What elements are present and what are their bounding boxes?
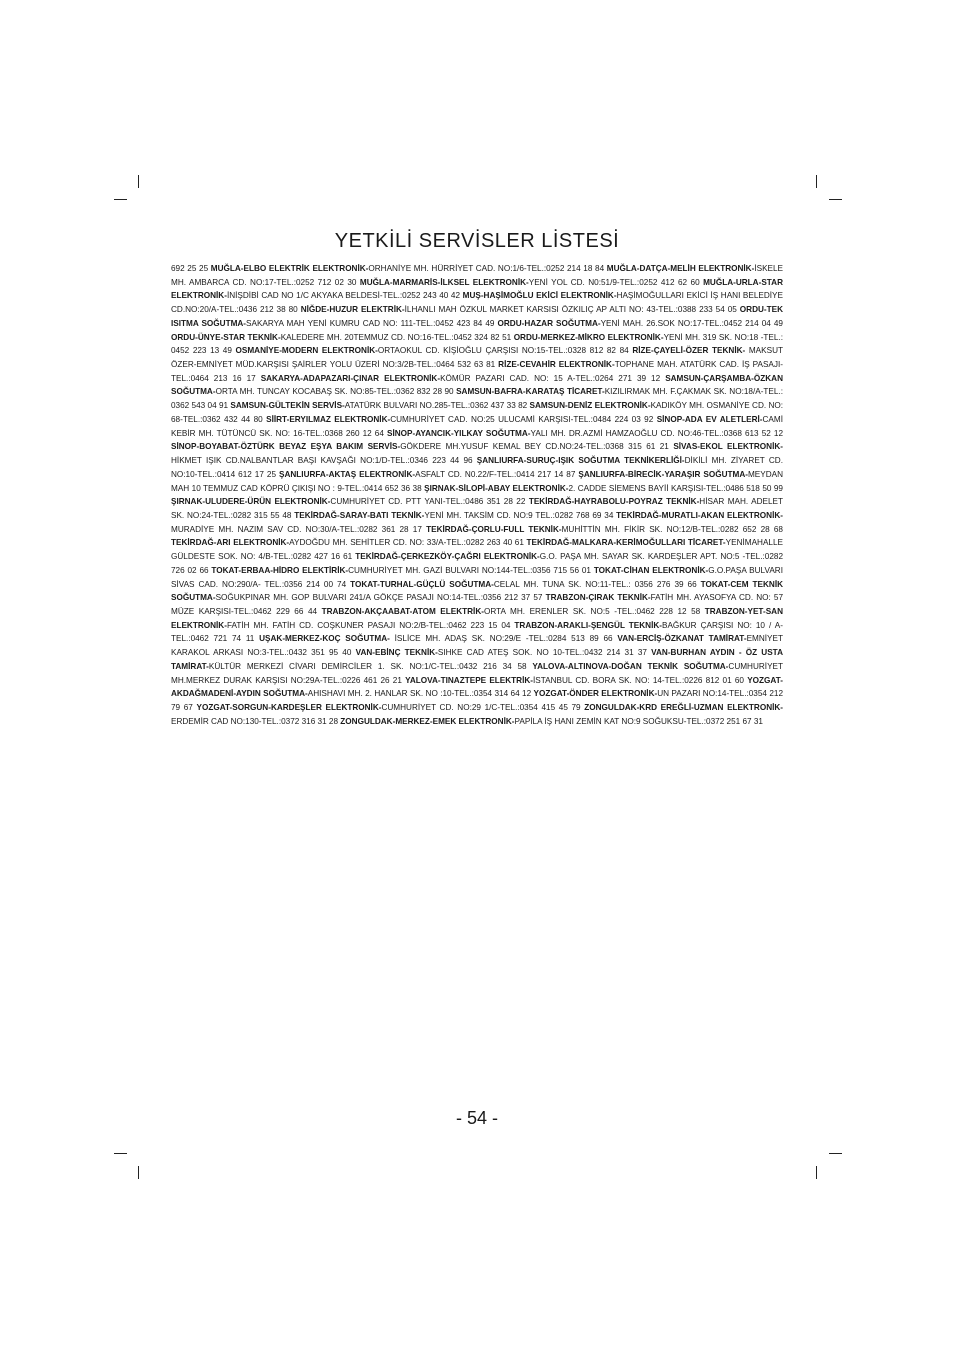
service-name: NİĞDE-HUZUR ELEKTRİK-	[300, 305, 405, 315]
service-address: CUMHURİYET CAD. NO:25 ULUCAMİ KARŞISI-TEL.:0484 224 03 92	[390, 414, 657, 424]
service-address: HİSAR MAH. ADELET SK. NO:24-TEL.:0282 315 55 48	[171, 497, 783, 520]
service-name: TEKİRDAĞ-SARAY-BATI TEKNİK-	[294, 510, 425, 520]
service-address: HAŞİMOĞULLARI EKİCİ İŞ HANI BELEDİYE CD.NO:20/A-TEL.:0436 212 38 80	[171, 291, 783, 315]
service-address: ORHANİYE MH. HÜRRİYET CAD. NO:1/6-TEL.:0252 214 18 84	[368, 264, 607, 273]
service-address: YALI MH. DR.AZMİ HAMZAOĞLU CD. NO:46-TEL.:0368 613 52 12	[530, 428, 783, 438]
service-name: VAN-EBİNÇ TEKNİK-	[355, 648, 438, 658]
service-name: TOKAT-CEM TEKNİK SOĞUTMA-	[171, 579, 784, 603]
service-address: YENİ MAH. 26.SOK NO:17-TEL.:0452 214 04 49	[600, 318, 783, 328]
service-name: SİNOP-AYANCIK-YILKAY SOĞUTMA-	[387, 428, 531, 438]
service-name: RİZE-CEVAHİR ELEKTRONİK-	[498, 360, 615, 370]
service-address: FATİH MH. FATİH CD. COŞKUNER PASAJI NO:2/B-TEL.:0462 223 15 04	[226, 620, 515, 630]
service-name: TEKİRDAĞ-MURATLI-AKAN ELEKTRONİK-	[616, 510, 784, 520]
service-address: ATATÜRK BULVARI NO.285-TEL.:0362 437 33 82	[344, 401, 530, 411]
service-name: OSMANİYE-MODERN ELEKTRONİK-	[235, 346, 378, 356]
service-name: ŞIRNAK-SİLOPİ-ABAY ELEKTRONİK-	[424, 483, 569, 493]
service-name: SAMSUN-BAFRA-KARATAŞ TİCARET-	[456, 387, 605, 397]
service-name: SİVAS-EKOL ELEKTRONİK-	[673, 442, 783, 452]
service-address: G.O. PAŞA MH. SAYAR SK. KARDEŞLER APT. NO:5 -TEL.:0282 726 02 66	[171, 552, 783, 575]
service-address: YENİ MH. 319 SK. NO:18 -TEL.: 0452 223 13 49	[171, 332, 784, 356]
service-name: TOKAT-TURHAL-GÜÇLÜ SOĞUTMA-	[350, 579, 494, 589]
service-address: YENİ MH. TAKSİM CD. NO:9 TEL.:0282 768 69 34	[424, 510, 617, 520]
service-address: İSKELE MH. AMBARCA CD. NO:17-TEL.:0252 712 02 30	[171, 264, 784, 287]
service-address: DİKİLİ MH. ZİYARET CD. NO:10-TEL.:0414 612 17 25	[171, 456, 783, 479]
service-name: TOKAT-CİHAN ELEKTRONİK-	[593, 565, 709, 575]
service-name: YOZGAT-SORGUN-KARDEŞLER ELEKTRONİK-	[196, 703, 382, 712]
service-address: CUMHURİYET MH. GAZİ BULVARI NO:144-TEL.:0356 715 56 01	[348, 565, 594, 575]
service-name: SAMSUN-GÜLTEKİN SERVİS-	[230, 401, 345, 411]
service-address: İLHANLI MAH ÖZKUL MARKET KARSISI ÖZKILIÇ AP ALTI NO: 43-TEL.:0388 233 54 05	[404, 305, 740, 315]
service-name: MUĞLA-MARMARİS-İLKSEL ELEKTRONİK-	[359, 277, 529, 287]
service-name: TRABZON-ÇIRAK TEKNİK-	[545, 593, 651, 603]
service-address: ORTAOKUL CD. KİŞİOĞLU ÇARŞISI NO:15-TEL.:0328 812 82 84	[377, 346, 633, 356]
service-name: TRABZON-ARAKLI-ŞENGÜL TEKNİK-	[514, 620, 662, 630]
service-name: YALOVA-TINAZTEPE ELEKTRİK-	[405, 675, 533, 685]
service-address: UN PAZARI NO:14-TEL.:0354 212 79 67	[171, 689, 784, 712]
service-name: TEKİRDAĞ-ÇORLU-FULL TEKNİK-	[426, 524, 562, 534]
service-name: ZONGULDAK-KRD EREĞLİ-UZMAN ELEKTRONİK-	[584, 703, 784, 712]
service-address: CUMHURİYET CD. NO:29 1/C-TEL.:0354 415 45 79	[381, 703, 585, 712]
service-name: SİİRT-ERYILMAZ ELEKTRONİK-	[266, 414, 391, 424]
service-name: ORDU-ÜNYE-STAR TEKNİK-	[171, 332, 281, 342]
service-name: ORDU-TEK ISITMA SOĞUTMA-	[171, 305, 784, 328]
service-address: KIZILIRMAK MH. F.ÇAKMAK SK. NO:18/A-TEL.: 0362 543 04 91	[171, 387, 783, 411]
service-address: BAĞKUR ÇARŞISI NO: 10 / A-TEL.:0462 721 74 11	[171, 620, 783, 644]
service-name: VAN-ERCİŞ-ÖZKANAT TAMİRAT-	[617, 634, 747, 644]
service-address: EMNİYET KARAKOL ARKASI NO:3-TEL.:0432 351 95 40	[171, 634, 783, 658]
service-address: ORTA MH. ERENLER SK. NO:5 -TEL.:0462 228 12 58	[483, 606, 705, 616]
service-name: TOKAT-ERBAA-HİDRO ELEKTİRİK-	[211, 565, 349, 575]
service-name: ŞANLIURFA-BİRECİK-YARAŞIR SOĞUTMA-	[578, 469, 748, 479]
service-address: KADIKÖY MH. OSMANİYE CD. NO: 68-TEL.:0362 432 44 80	[171, 401, 784, 424]
service-address: MEYDAN MAH 10 TEMMUZ CAD KÖPRÜ ÇIKIŞI NO : 9-TEL.:0414 652 36 38	[171, 469, 784, 493]
service-name: YOZGAT-AKDAĞMADENİ-AYDIN SOĞUTMA-	[171, 675, 783, 699]
service-address: MUHİTTİN MH. FİKİR SK. NO:12/B-TEL.:0282 652 28 68	[561, 524, 783, 534]
page-number: - 54 -	[455, 1108, 498, 1128]
service-address: MAKSUT ÖZER-EMNİYET MÜD.KARŞISI ŞAİRLER YOLU ÜZERİ NO:3/2B-TEL.:0464 532 63 81	[171, 346, 783, 370]
service-address: İSTANBUL CD. BORA SK. NO: 14-TEL.:0226 812 01 60	[533, 675, 748, 685]
service-address: SAKARYA MAH YENİ KUMRU CAD NO: 111-TEL.:0452 423 84 49	[246, 318, 498, 328]
entry-phone-prefix: 692 25 25	[171, 264, 211, 273]
service-name: YOZGAT-ÖNDER ELEKTRONİK-	[533, 689, 658, 699]
crop-mark-top-left-horizontal	[114, 199, 127, 200]
crop-mark-bottom-left-vertical	[138, 1166, 139, 1179]
crop-mark-top-right-horizontal	[829, 199, 842, 200]
service-name: RİZE-ÇAYELİ-ÖZER TEKNİK-	[632, 346, 746, 356]
service-address: CAMİ KEBİR MH. TÜTÜNCÜ SK. NO: 16-TEL.:0368 260 12 64	[171, 414, 783, 438]
service-address: KÖMÜR PAZARI CAD. NO: 15 A-TEL.:0264 271 39 12	[440, 373, 666, 383]
service-address: SIHKE CAD ATEŞ SOK. NO 10-TEL.:0432 214 31 37	[437, 648, 652, 658]
page-title: YETKİLİ SERVİSLER LİSTESİ	[334, 230, 620, 252]
service-address: 2. CADDE SİEMENS BAYİİ KARŞISI-TEL.:0486 518 50 99	[568, 483, 783, 493]
service-address: HİKMET IŞIK CD.NALBANTLAR BAŞI KAVŞAĞI NO:1/D-TEL.:0346 223 44 96	[171, 456, 477, 466]
service-name: SİNOP-ADA EV ALETLERİ-	[656, 414, 763, 424]
service-address: SOĞUKPINAR MH. GOP BULVARI 241/A GÖKÇE PASAJI NO:14-TEL.:0356 212 37 57	[215, 593, 546, 603]
service-address: GÖKDERE MH.YUSUF KEMAL BEY CD.NO:24-TEL.:0368 315 61 21	[400, 442, 674, 452]
service-list	[171, 262, 783, 728]
service-name: TEKİRDAĞ-MALKARA-KERİMOĞULLARI TİCARET-	[526, 538, 726, 548]
service-name: MUĞLA-URLA-STAR ELEKTRONİK-	[171, 277, 783, 301]
service-name: YALOVA-ALTINOVA-DOĞAN TEKNİK SOĞUTMA-	[532, 661, 729, 671]
service-name: ORDU-HAZAR SOĞUTMA-	[497, 318, 601, 328]
service-address: ERDEMİR CAD NO:130-TEL.:0372 316 31 28	[171, 716, 341, 726]
service-name: SAMSUN-DENİZ ELEKTRONİK-	[529, 401, 651, 411]
crop-mark-top-right-vertical	[816, 175, 817, 188]
service-name: ŞANLIURFA-SURUÇ-IŞIK SOĞUTMA TEKNİKERLİĞİ-	[476, 456, 685, 466]
service-name: ORDU-MERKEZ-MİKRO ELEKTRONİK-	[513, 332, 664, 342]
crop-mark-top-left-vertical	[138, 175, 139, 188]
service-name: TEKİRDAĞ-ARI ELEKTRONİK-	[171, 538, 290, 548]
service-name: MUŞ-HAŞİMOĞLU EKİCİ ELEKTRONİK-	[462, 291, 617, 301]
service-name: ZONGULDAK-MERKEZ-EMEK ELEKTRONİK-	[340, 716, 515, 726]
service-address: CUMHURİYET CD. PTT YANI-TEL.:0486 351 28 22	[330, 497, 529, 507]
service-name: ŞIRNAK-ULUDERE-ÜRÜN ELEKTRONİK-	[171, 497, 331, 507]
service-name: TRABZON-AKÇAABAT-ATOM ELEKTRİK-	[321, 606, 484, 616]
service-name: UŞAK-MERKEZ-KOÇ SOĞUTMA-	[259, 634, 395, 644]
service-name: TEKİRDAĞ-ÇERKEZKÖY-ÇAĞRI ELEKTRONİK-	[355, 552, 540, 562]
service-address: KÜLTÜR MERKEZİ CİVARI DEMİRCİLER 1. SK. NO:1/C-TEL.:0432 216 34 58	[208, 661, 533, 671]
service-address: AYDOĞDU MH. SEHİTLER CD. NO: 33/A-TEL.:0282 263 40 61	[289, 538, 527, 548]
service-address: CELAL MH. TUNA SK. NO:11-TEL.: 0356 276 39 66	[493, 579, 701, 589]
service-address: PAPİLA İŞ HANI ZEMİN KAT NO:9 SOĞUKSU-TEL.:0372 251 67 31	[514, 716, 763, 726]
service-address: MURADİYE MH. NAZIM SAV CD. NO:30/A-TEL.:0282 361 28 17	[171, 524, 427, 534]
crop-mark-bottom-right-vertical	[816, 1166, 817, 1179]
service-name: SİNOP-BOYABAT-ÖZTÜRK BEYAZ EŞYA BAKIM SERVİS-	[171, 442, 401, 452]
service-address: YENİ YOL CD. N0:51/9-TEL.:0252 412 62 60	[528, 277, 704, 287]
service-address: FATİH MH. AYASOFYA CD. NO: 57 MÜZE KARŞISI-TEL.:0462 229 66 44	[171, 593, 784, 616]
service-address: ORTA MH. TUNCAY KOCABAŞ SK. NO:85-TEL.:0362 832 28 90	[215, 387, 457, 397]
service-name: SAMSUN-ÇARŞAMBA-ÖZKAN SOĞUTMA-	[171, 373, 783, 397]
service-address: İNİŞDİBİ CAD NO 1/C AKYAKA BELDESİ-TEL.:0252 243 40 42	[226, 291, 463, 301]
service-name: TEKİRDAĞ-HAYRABOLU-POYRAZ TEKNİK-	[528, 497, 700, 507]
service-address: CUMHURİYET MH.MERKEZ DURAK KARŞISI NO:29A-TEL.:0226 461 26 21	[171, 661, 783, 685]
service-name: VAN-BURHAN AYDIN - ÖZ USTA TAMİRAT-	[171, 648, 783, 671]
service-address: G.O.PAŞA BULVARI SİVAS CAD. NO:290/A- TEL.:0356 214 00 74	[171, 565, 783, 589]
service-address: AHISHAVI MH. 2. HANLAR SK. NO :10-TEL.:0354 314 64 12	[307, 689, 534, 699]
crop-mark-bottom-right-horizontal	[829, 1153, 842, 1154]
service-address: TOPHANE MAH. ATATÜRK CAD. İŞ PASAJI-TEL.:0464 213 16 17	[171, 360, 783, 383]
service-name: TRABZON-YET-SAN ELEKTRONİK-	[171, 606, 783, 630]
service-address: ASFALT CD. N0.22/F-TEL.:0414 217 14 87	[415, 469, 579, 479]
service-name: ŞANLIURFA-AKTAŞ ELEKTRONİK-	[279, 469, 416, 479]
service-name: MUĞLA-DATÇA-MELİH ELEKTRONİK-	[606, 264, 755, 273]
service-address: KALEDERE MH. 20TEMMUZ CD. NO:16-TEL.:0452 324 82 51	[280, 332, 514, 342]
crop-mark-bottom-left-horizontal	[114, 1153, 127, 1154]
service-name: SAKARYA-ADAPAZARI-ÇINAR ELEKTRONİK-	[260, 373, 441, 383]
service-name: MUĞLA-ELBO ELEKTRİK ELEKTRONİK-	[210, 264, 369, 273]
service-address: İSLİCE MH. ADAŞ SK. NO:29/E -TEL.:0284 513 89 66	[394, 634, 618, 644]
service-address: YENİMAHALLE GÜLDESTE SOK. NO: 4/B-TEL.:0282 427 16 61	[171, 538, 783, 562]
